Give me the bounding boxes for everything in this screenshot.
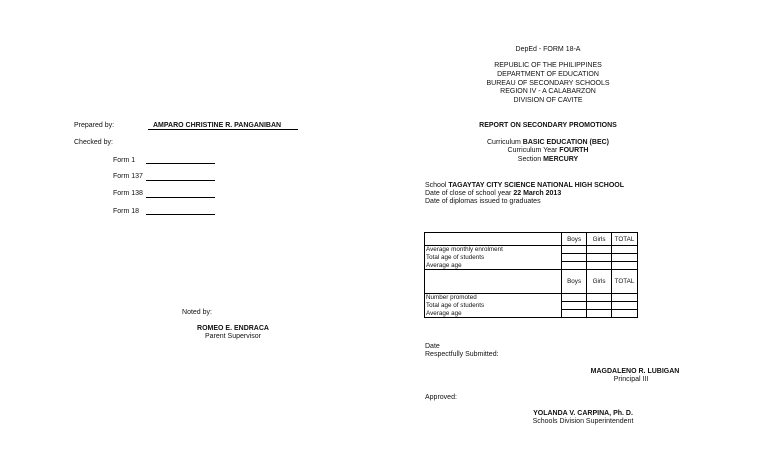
curriculum-line <box>487 139 609 147</box>
close-value: 22 March 2013 <box>513 190 562 197</box>
form-18-label: Form 18 <box>113 208 140 215</box>
cell <box>562 254 587 262</box>
noted-title: Parent Supervisor <box>204 333 262 340</box>
cell <box>562 262 587 270</box>
curriculum-year-line <box>508 147 589 155</box>
table-row <box>425 302 638 310</box>
cell <box>612 302 638 310</box>
cell <box>587 294 612 302</box>
cell <box>562 310 587 318</box>
sds-title: Schools Division Superintendent <box>532 418 634 425</box>
form-138-line <box>146 197 215 198</box>
section-label: Section <box>517 156 542 163</box>
principal-name: MAGDALENO R. LUBIGAN <box>590 368 680 375</box>
report-title: REPORT ON SECONDARY PROMOTIONS <box>479 122 617 129</box>
principal-title: Principal III <box>613 376 649 383</box>
table-header-row-2 <box>425 270 638 294</box>
table-row <box>425 262 638 270</box>
cell <box>587 262 612 270</box>
header-empty-cell <box>425 270 562 294</box>
noted-label: Noted by: <box>182 309 212 316</box>
form-1-line <box>146 163 215 164</box>
cell <box>612 246 638 254</box>
curriculum-year-value: FOURTH <box>559 147 589 154</box>
row-label: Total age of students <box>425 302 562 310</box>
promotion-stats-table <box>424 232 638 318</box>
cell <box>587 310 612 318</box>
col-girls: Girls <box>587 233 612 246</box>
school-label: School <box>425 182 447 189</box>
curriculum-label: Curriculum <box>487 139 521 146</box>
header-line-2: DEPARTMENT OF EDUCATION <box>497 71 599 78</box>
prepared-name: AMPARO CHRISTINE R. PANGANIBAN <box>153 122 282 129</box>
noted-name: ROMEO E. ENDRACA <box>197 325 269 332</box>
header-line-4: REGION IV - A CALABARZON <box>500 88 596 95</box>
table-row <box>425 310 638 318</box>
cell <box>562 302 587 310</box>
curriculum-value: BASIC EDUCATION (BEC) <box>522 139 609 146</box>
submitted-label: Respectfully Submitted: <box>425 351 499 358</box>
form-code: DepEd - FORM 18-A <box>515 46 581 53</box>
cell <box>612 294 638 302</box>
cell <box>612 310 638 318</box>
prepared-label: Prepared by: <box>74 122 115 129</box>
form-137-label: Form 137 <box>113 173 143 180</box>
sds-name: YOLANDA V. CARPINA, Ph. D. <box>533 410 633 417</box>
col-boys: Boys <box>562 233 587 246</box>
cell <box>562 246 587 254</box>
school-line <box>425 182 624 190</box>
cell <box>587 302 612 310</box>
header-line-5: DIVISION OF CAVITE <box>513 97 583 104</box>
cell <box>612 262 638 270</box>
table-row <box>425 254 638 262</box>
col-total: TOTAL <box>612 233 638 246</box>
form-138-label: Form 138 <box>113 190 143 197</box>
header-line-3: BUREAU OF SECONDARY SCHOOLS <box>486 80 610 87</box>
header-empty-cell <box>425 233 562 246</box>
approved-label: Approved: <box>425 394 457 401</box>
close-label: Date of close of school year <box>425 190 512 197</box>
date-label: Date <box>425 343 440 350</box>
row-label: Average age <box>425 310 562 318</box>
col-total: TOTAL <box>612 270 638 294</box>
section-value: MERCURY <box>543 156 579 163</box>
prepared-signature-line <box>148 129 298 130</box>
school-value: TAGAYTAY CITY SCIENCE NATIONAL HIGH SCHOOL <box>448 182 625 189</box>
cell <box>587 254 612 262</box>
col-girls: Girls <box>587 270 612 294</box>
row-label: Average age <box>425 262 562 270</box>
cell <box>612 254 638 262</box>
row-label: Average monthly enrolment <box>425 246 562 254</box>
col-boys: Boys <box>562 270 587 294</box>
row-label: Total age of students <box>425 254 562 262</box>
diplomas-label: Date of diplomas issued to graduates <box>425 198 541 205</box>
table-row <box>425 246 638 254</box>
form-137-line <box>146 180 215 181</box>
curriculum-year-label: Curriculum Year <box>507 147 558 154</box>
form-1-label: Form 1 <box>113 157 136 164</box>
cell <box>562 294 587 302</box>
section-line <box>518 156 578 164</box>
close-line <box>425 190 561 198</box>
form-18-line <box>146 214 215 215</box>
cell <box>587 246 612 254</box>
table-header-row-1 <box>425 233 638 246</box>
table-row <box>425 294 638 302</box>
header-line-1: REPUBLIC OF THE PHILIPPINES <box>494 62 602 69</box>
row-label: Number promoted <box>425 294 562 302</box>
checked-label: Checked by: <box>74 139 113 146</box>
